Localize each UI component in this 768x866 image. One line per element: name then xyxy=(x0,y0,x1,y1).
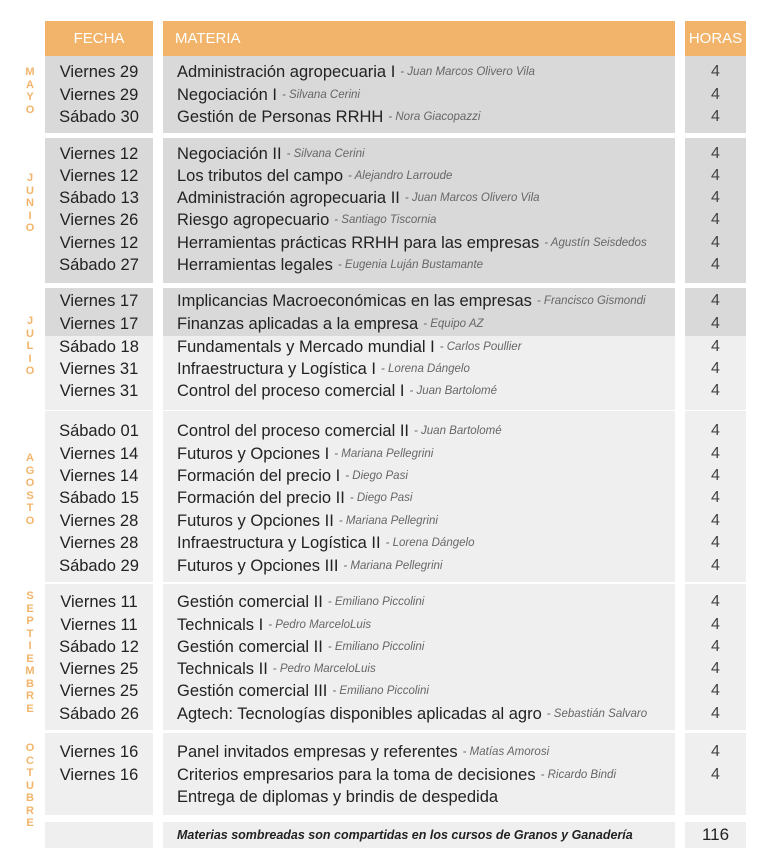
professor-name: - Ricardo Bindi xyxy=(540,769,616,781)
subject-title: Futuros y Opciones III xyxy=(177,556,339,575)
row-hours: 4 xyxy=(711,593,720,610)
professor-name: - Pedro MarceloLuis xyxy=(272,663,376,675)
subject-title: Entrega de diplomas y brindis de despedida xyxy=(177,787,499,806)
row-date: Viernes 29 xyxy=(59,62,139,81)
row-hours: 4 xyxy=(711,292,720,309)
subject-title: Negociación I xyxy=(177,85,277,104)
row-date: Sábado 29 xyxy=(59,556,139,575)
subject-title: Agtech: Tecnologías disponibles aplicadas al agro xyxy=(177,704,542,723)
row-subject xyxy=(163,313,675,335)
row-hours: 4 xyxy=(711,743,720,760)
professor-name: - Agustín Seisdedos xyxy=(544,237,647,249)
professor-name: - Mariana Pellegrini xyxy=(338,515,438,527)
professor-name: - Emiliano Piccolini xyxy=(332,685,429,697)
row-date: Sábado 27 xyxy=(59,255,139,274)
row-subject xyxy=(163,143,675,165)
row-date: Viernes 29 xyxy=(59,85,139,104)
month-label: S E P T I E M B R E xyxy=(25,590,35,715)
row-hours: 4 xyxy=(711,167,720,184)
row-hours: 4 xyxy=(711,766,720,783)
month-label: O C T U B R E xyxy=(25,742,35,829)
professor-name: - Emiliano Piccolini xyxy=(327,641,425,653)
subject-title: Infraestructura y Logística II xyxy=(177,533,381,552)
professor-name: - Silvana Cerini xyxy=(286,148,365,160)
row-hours: 4 xyxy=(711,467,720,484)
professor-name: - Juan Bartolomé xyxy=(409,385,498,397)
row-hours: 4 xyxy=(711,557,720,574)
footer-note: Materias sombreadas son compartidas en los cursos de Granos y Ganadería xyxy=(163,822,675,848)
row-subject xyxy=(163,209,675,231)
subject-title: Futuros y Opciones II xyxy=(177,511,334,530)
row-subject xyxy=(163,510,675,532)
row-hours: 4 xyxy=(711,338,720,355)
row-hours: 4 xyxy=(711,534,720,551)
subject-title: Herramientas prácticas RRHH para las empresas xyxy=(177,233,540,252)
row-subject xyxy=(163,61,675,83)
professor-name: - Santiago Tiscornia xyxy=(334,214,437,226)
professor-name: - Equipo AZ xyxy=(423,318,484,330)
professor-name: - Nora Giacopazzi xyxy=(388,111,481,123)
row-subject xyxy=(163,84,675,106)
header-horas: HORAS xyxy=(685,21,746,56)
row-date: Viernes 31 xyxy=(59,381,139,400)
subject-title: Criterios empresarios para la toma de decisiones xyxy=(177,765,536,784)
row-date: Sábado 18 xyxy=(59,337,139,356)
row-subject xyxy=(163,380,675,402)
professor-name: - Juan Marcos Olivero Vila xyxy=(404,192,540,204)
professor-name: - Mariana Pellegrini xyxy=(334,448,434,460)
subject-title: Futuros y Opciones I xyxy=(177,444,330,463)
month-label: A G O S T O xyxy=(25,452,35,527)
professor-name: - Francisco Gismondi xyxy=(536,295,646,307)
row-date: Viernes 14 xyxy=(59,466,139,485)
row-hours: 4 xyxy=(711,108,720,125)
row-hours: 4 xyxy=(711,382,720,399)
month-label: M A Y O xyxy=(25,66,35,116)
row-date: Viernes 26 xyxy=(59,210,139,229)
subject-title: Riesgo agropecuario xyxy=(177,210,330,229)
professor-name: - Mariana Pellegrini xyxy=(343,560,443,572)
subject-title: Technicals II xyxy=(177,659,268,678)
professor-name: - Juan Marcos Olivero Vila xyxy=(400,66,535,78)
row-subject xyxy=(163,532,675,554)
row-subject xyxy=(163,764,675,786)
subject-title: Technicals I xyxy=(177,615,264,634)
row-hours: 4 xyxy=(711,705,720,722)
subject-title: Los tributos del campo xyxy=(177,166,344,185)
professor-name: - Diego Pasi xyxy=(349,492,413,504)
row-hours xyxy=(685,786,746,808)
footer-date-cell xyxy=(45,822,153,848)
subject-title: Finanzas aplicadas a la empresa xyxy=(177,314,419,333)
row-date: Sábado 15 xyxy=(59,488,139,507)
professor-name: - Carlos Poullier xyxy=(439,341,522,353)
row-subject xyxy=(163,106,675,128)
professor-name: - Sebastián Salvaro xyxy=(546,708,648,720)
subject-title: Gestión comercial II xyxy=(177,592,323,611)
row-subject xyxy=(163,336,675,358)
row-date: Viernes 31 xyxy=(59,359,139,378)
row-subject xyxy=(163,680,675,702)
subject-title: Negociación II xyxy=(177,144,282,163)
row-date: Viernes 11 xyxy=(60,615,138,634)
row-date: Viernes 12 xyxy=(59,166,139,185)
row-date: Viernes 28 xyxy=(59,533,139,552)
row-hours: 4 xyxy=(711,145,720,162)
row-date: Viernes 14 xyxy=(59,444,139,463)
subject-title: Panel invitados empresas y referentes xyxy=(177,742,458,761)
row-subject xyxy=(163,358,675,380)
row-subject xyxy=(163,187,675,209)
row-hours: 4 xyxy=(711,234,720,251)
row-hours: 4 xyxy=(711,682,720,699)
row-date: Sábado 30 xyxy=(59,107,139,126)
row-subject xyxy=(163,232,675,254)
row-hours: 4 xyxy=(711,512,720,529)
row-date: Viernes 11 xyxy=(60,592,138,611)
subject-title: Control del proceso comercial I xyxy=(177,381,405,400)
header-materia: MATERIA xyxy=(163,21,675,56)
row-hours: 4 xyxy=(711,638,720,655)
row-subject xyxy=(163,420,675,442)
professor-name: - Alejandro Larroude xyxy=(348,170,453,182)
month-label: J U N I O xyxy=(25,172,35,234)
row-hours: 4 xyxy=(711,445,720,462)
header-fecha: FECHA xyxy=(45,21,153,56)
subject-title: Administración agropecuaria II xyxy=(177,188,400,207)
professor-name: - Emiliano Piccolini xyxy=(327,596,425,608)
row-hours: 4 xyxy=(711,189,720,206)
row-subject xyxy=(163,290,675,312)
row-date: Viernes 16 xyxy=(59,742,139,761)
row-subject xyxy=(163,591,675,613)
row-hours: 4 xyxy=(711,86,720,103)
subject-title: Control del proceso comercial II xyxy=(177,421,410,440)
professor-name: - Eugenia Luján Bustamante xyxy=(337,259,484,271)
row-subject xyxy=(163,443,675,465)
row-hours: 4 xyxy=(711,489,720,506)
row-date: Sábado 12 xyxy=(59,637,139,656)
row-date: Viernes 12 xyxy=(59,233,139,252)
row-date: Viernes 25 xyxy=(59,681,139,700)
row-date: Viernes 17 xyxy=(59,291,139,310)
row-subject xyxy=(163,555,675,577)
subject-title: Formación del precio I xyxy=(177,466,341,485)
subject-title: Implicancias Macroeconómicas en las empresas xyxy=(177,291,532,310)
row-date: Viernes 25 xyxy=(59,659,139,678)
row-hours: 4 xyxy=(711,211,720,228)
subject-title: Gestión comercial III xyxy=(177,681,328,700)
row-hours: 4 xyxy=(711,616,720,633)
row-subject xyxy=(163,703,675,725)
row-date: Sábado 26 xyxy=(59,704,139,723)
row-date: Sábado 01 xyxy=(59,421,139,440)
row-subject xyxy=(163,741,675,763)
professor-name: - Lorena Dángelo xyxy=(385,537,475,549)
subject-title: Formación del precio II xyxy=(177,488,345,507)
row-hours: 4 xyxy=(711,660,720,677)
subject-title: Administración agropecuaria I xyxy=(177,62,396,81)
subject-title: Gestión de Personas RRHH xyxy=(177,107,384,126)
professor-name: - Lorena Dángelo xyxy=(381,363,470,375)
subject-title: Gestión comercial II xyxy=(177,637,323,656)
row-date: Sábado 13 xyxy=(59,188,139,207)
subject-title: Infraestructura y Logística I xyxy=(177,359,377,378)
row-subject xyxy=(163,165,675,187)
row-subject xyxy=(163,786,675,808)
subject-title: Fundamentals y Mercado mundial I xyxy=(177,337,435,356)
row-date: Viernes 12 xyxy=(59,144,139,163)
row-subject xyxy=(163,614,675,636)
subject-title: Herramientas legales xyxy=(177,255,333,274)
row-subject xyxy=(163,465,675,487)
row-date: Viernes 28 xyxy=(59,511,139,530)
row-hours: 4 xyxy=(711,360,720,377)
row-subject xyxy=(163,254,675,276)
row-date: Viernes 16 xyxy=(59,765,139,784)
month-label: J U L I O xyxy=(25,315,35,377)
row-hours: 4 xyxy=(711,315,720,332)
professor-name: - Pedro MarceloLuis xyxy=(268,619,372,631)
row-subject xyxy=(163,487,675,509)
total-hours: 116 xyxy=(685,822,746,848)
professor-name: - Diego Pasi xyxy=(345,470,408,482)
row-hours: 4 xyxy=(711,422,720,439)
row-subject xyxy=(163,658,675,680)
row-subject xyxy=(163,636,675,658)
professor-name: - Juan Bartolomé xyxy=(414,425,502,437)
professor-name: - Matías Amorosi xyxy=(462,746,550,758)
row-date: Viernes 17 xyxy=(59,314,139,333)
row-hours: 4 xyxy=(711,256,720,273)
professor-name: - Silvana Cerini xyxy=(281,89,360,101)
row-hours: 4 xyxy=(711,63,720,80)
row-date xyxy=(45,786,153,808)
